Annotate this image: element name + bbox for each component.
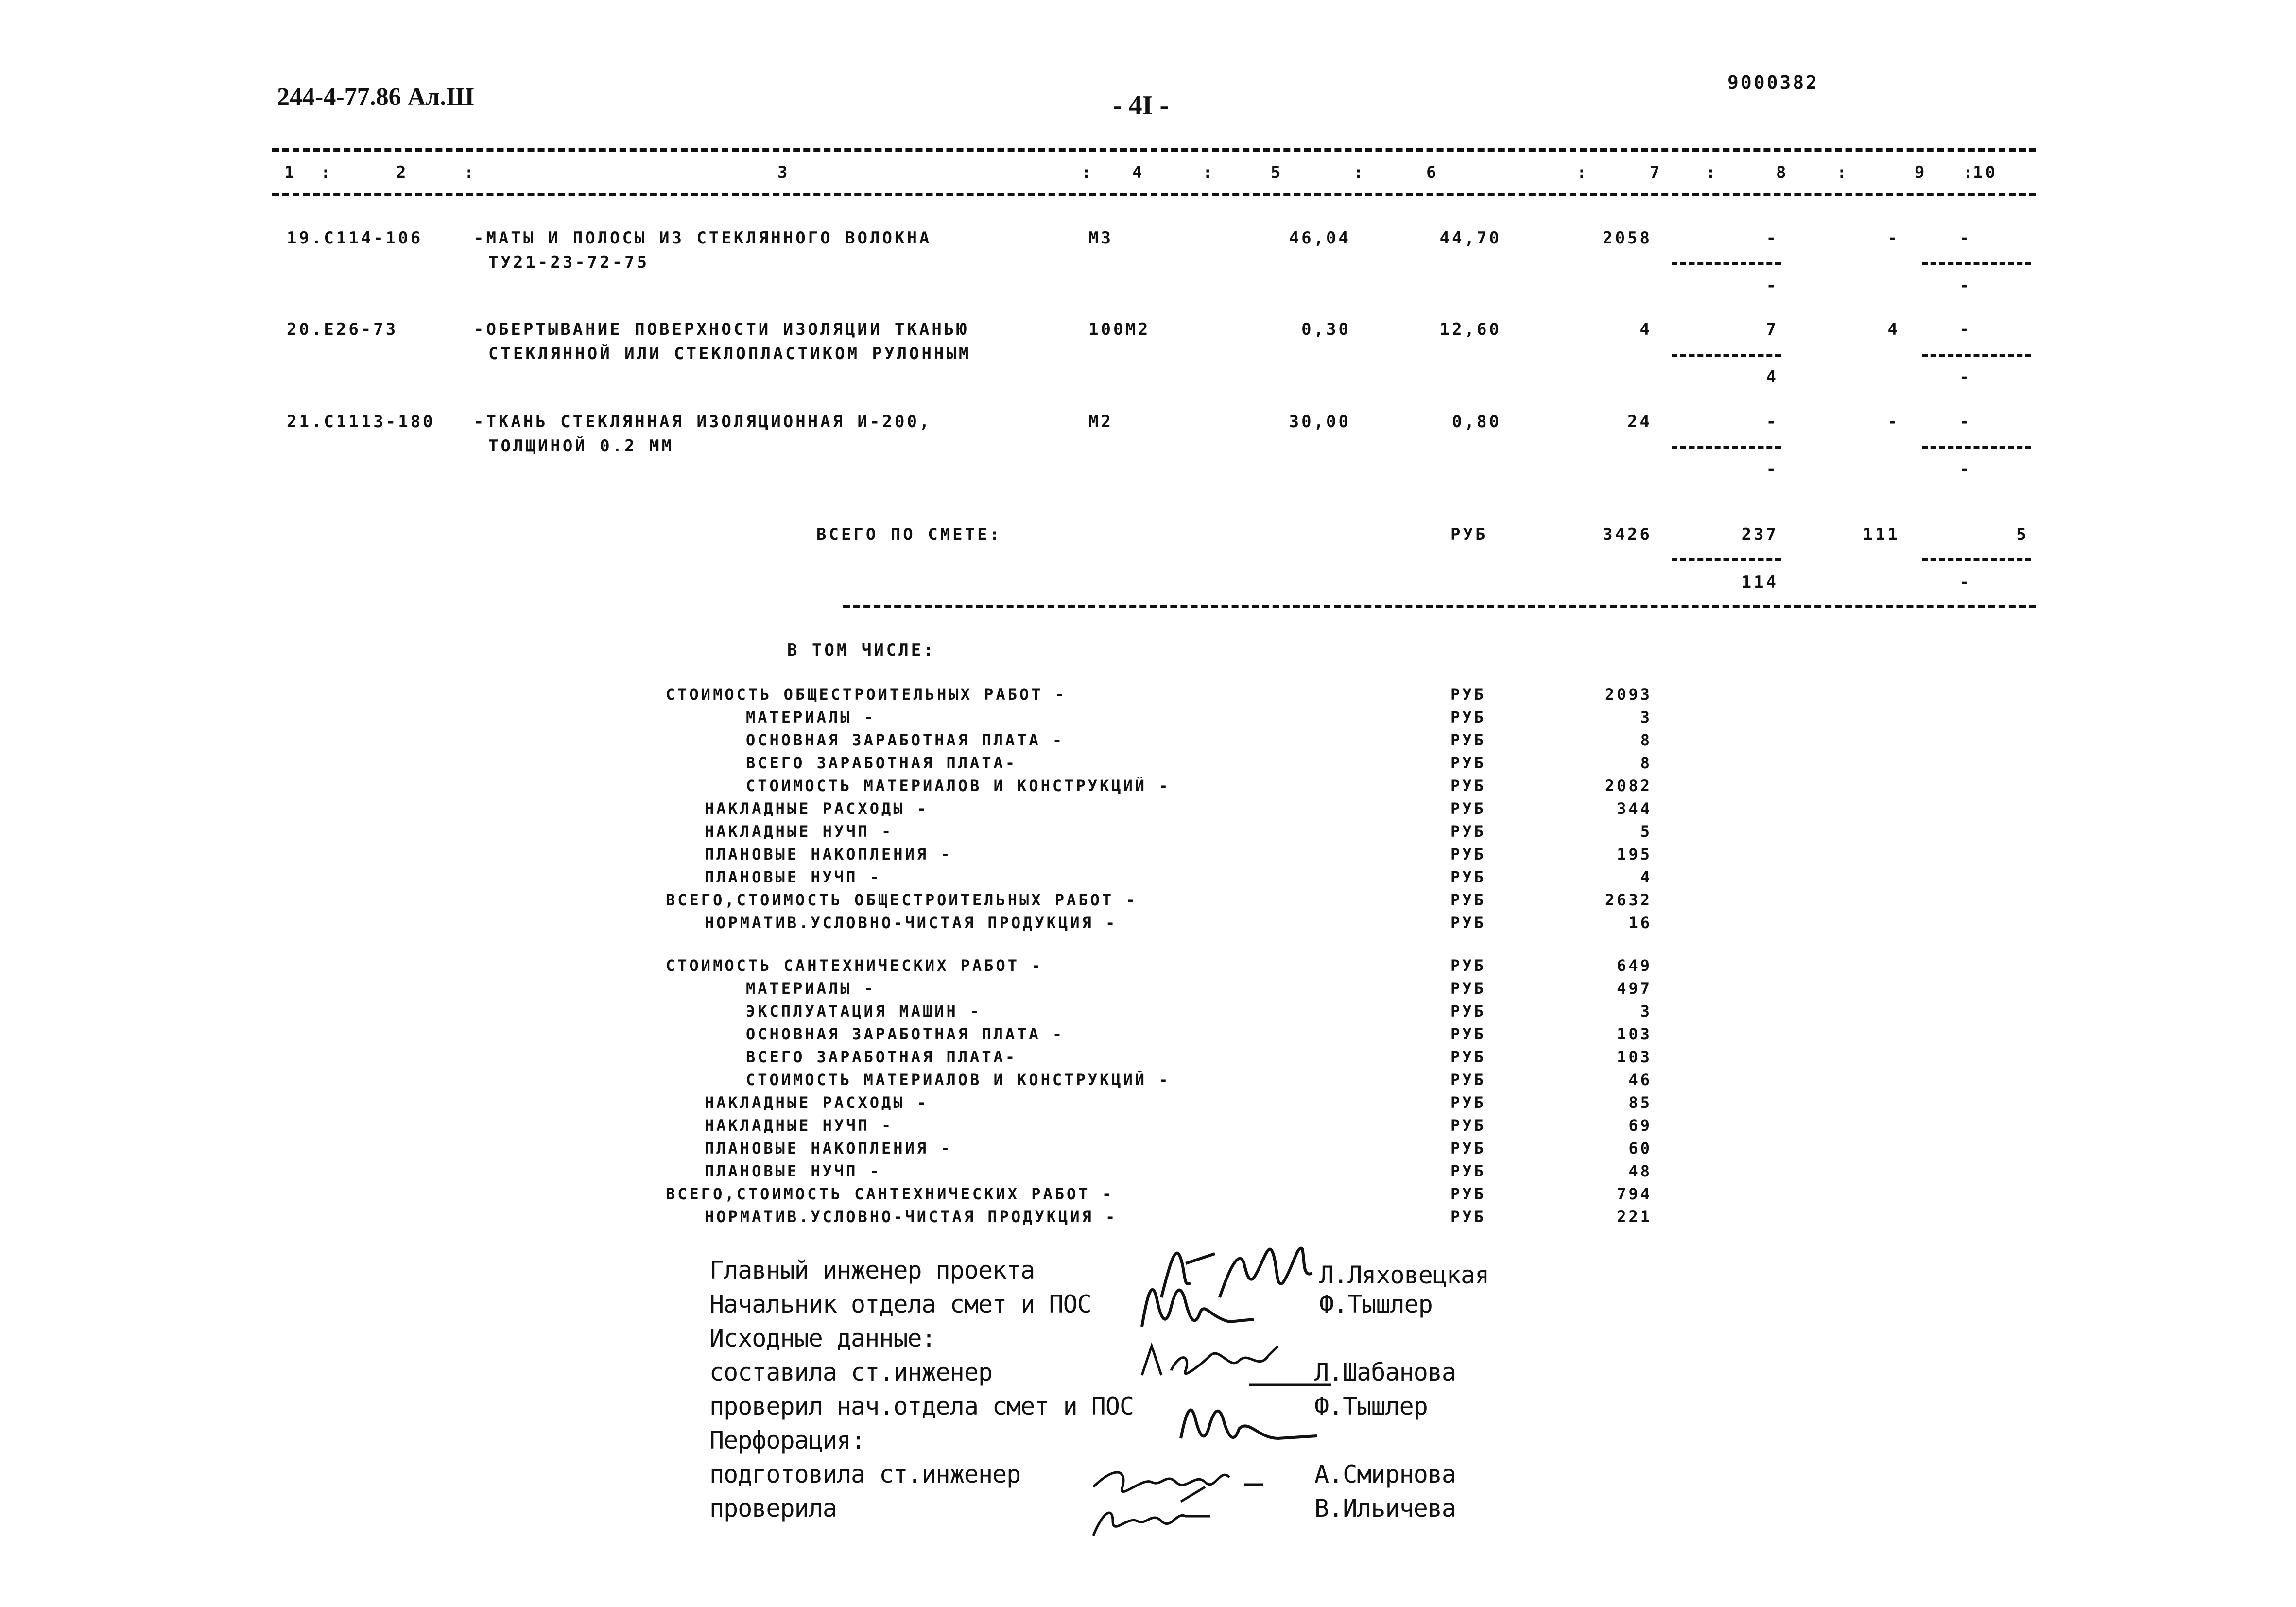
signature-name: В.Ильичева (1314, 1494, 1456, 1522)
breakdown-unit: РУБ (1450, 822, 1486, 841)
breakdown-unit: РУБ (1450, 1002, 1486, 1020)
breakdown-label: ПЛАНОВЫЕ НУЧП - (705, 868, 881, 886)
breakdown-label: ЭКСПЛУАТАЦИЯ МАШИН - (746, 1002, 982, 1020)
row-quantity: 30,00 (1289, 412, 1351, 432)
breakdown-value: 221 (1617, 1208, 1652, 1226)
signature-name: Ф.Тышлер (1319, 1290, 1433, 1318)
column-number-8: 8 (1776, 163, 1789, 182)
breakdown-unit: РУБ (1450, 914, 1486, 932)
breakdown-value: 344 (1617, 799, 1652, 818)
grand-total-col8-top: 237 (1741, 525, 1778, 544)
breakdown-value: 8 (1640, 731, 1652, 749)
breakdown-label: НАКЛАДНЫЕ НУЧП - (705, 1116, 894, 1135)
row-col10-top: - (1959, 320, 1972, 339)
breakdown-label: ВСЕГО ЗАРАБОТНАЯ ПЛАТА- (746, 1048, 1018, 1066)
signature-role: подготовила ст.инженер (709, 1460, 1021, 1488)
breakdown-unit: РУБ (1450, 1048, 1486, 1066)
signature-name: Л.Шабанова (1314, 1358, 1456, 1386)
breakdown-unit: РУБ (1450, 1071, 1486, 1089)
breakdown-unit: РУБ (1450, 1208, 1486, 1226)
breakdown-label: НАКЛАДНЫЕ НУЧП - (705, 822, 894, 841)
breakdown-value: 794 (1617, 1185, 1652, 1203)
row-total: 24 (1627, 412, 1652, 432)
breakdown-unit: РУБ (1450, 979, 1486, 998)
table-header-rule (272, 193, 2036, 196)
page-number: - 4I - (1113, 90, 1169, 121)
row-unit: 100М2 (1088, 320, 1151, 339)
row-name-line2: ТУ21-23-72-75 (488, 253, 650, 272)
row-price: 0,80 (1452, 412, 1502, 432)
breakdown-unit: РУБ (1450, 891, 1486, 909)
row-col10-bottom: - (1959, 276, 1972, 295)
column-number-3: 3 (777, 163, 790, 182)
grand-total-col9: 111 (1863, 525, 1900, 544)
row-col8-top: 7 (1766, 320, 1778, 339)
row-code: 19.С114-106 (287, 228, 423, 248)
breakdown-unit: РУБ (1450, 777, 1486, 795)
breakdown-value: 4 (1640, 868, 1652, 886)
breakdown-label: ВСЕГО,СТОИМОСТЬ ОБЩЕСТРОИТЕЛЬНЫХ РАБОТ - (666, 891, 1138, 909)
column-separator: : (1706, 163, 1718, 182)
row-name-line1: -МАТЫ И ПОЛОСЫ ИЗ СТЕКЛЯННОГО ВОЛОКНА (474, 228, 932, 248)
breakdown-unit: РУБ (1450, 1093, 1486, 1112)
breakdown-value: 8 (1640, 754, 1652, 772)
breakdown-label: ОСНОВНАЯ ЗАРАБОТНАЯ ПЛАТА - (746, 731, 1065, 749)
breakdown-value: 46 (1628, 1071, 1652, 1089)
breakdown-value: 497 (1617, 979, 1652, 998)
breakdown-unit: РУБ (1450, 956, 1486, 975)
column-number-4: 4 (1132, 163, 1145, 182)
breakdown-label: НАКЛАДНЫЕ РАСХОДЫ - (705, 1093, 929, 1112)
breakdown-value: 2082 (1605, 777, 1652, 795)
column-separator: : (1203, 163, 1215, 182)
signature-role: Главный инженер проекта (709, 1256, 1035, 1284)
column-separator: : (1081, 163, 1094, 182)
column-number-9: 9 (1915, 163, 1927, 182)
signature-name: Л.Ляховецкая (1319, 1261, 1489, 1289)
row-col8-top: - (1766, 228, 1778, 248)
row-name-line1: -ТКАНЬ СТЕКЛЯННАЯ ИЗОЛЯЦИОННАЯ И-200, (474, 412, 932, 432)
breakdown-value: 103 (1617, 1048, 1652, 1066)
row-price: 12,60 (1439, 320, 1502, 339)
row-col8-rule (1672, 262, 1781, 265)
breakdown-value: 3 (1640, 1002, 1652, 1020)
breakdown-label: НОРМАТИВ.УСЛОВНО-ЧИСТАЯ ПРОДУКЦИЯ - (705, 914, 1118, 932)
row-col10-rule (1922, 262, 2031, 265)
column-number-7: 7 (1650, 163, 1662, 182)
breakdown-unit: РУБ (1450, 731, 1486, 749)
grand-total-label: ВСЕГО ПО СМЕТЕ: (816, 525, 1002, 544)
row-name-line1: -ОБЕРТЫВАНИЕ ПОВЕРХНОСТИ ИЗОЛЯЦИИ ТКАНЬЮ (474, 320, 969, 339)
column-number-10: 10 (1973, 163, 1998, 182)
breakdown-value: 60 (1628, 1139, 1652, 1158)
document-number: 9000382 (1727, 72, 1819, 93)
row-col8-bottom: - (1766, 276, 1778, 295)
column-separator: : (1577, 163, 1589, 182)
breakdown-label: СТОИМОСТЬ ОБЩЕСТРОИТЕЛЬНЫХ РАБОТ - (666, 685, 1067, 704)
breakdown-unit: РУБ (1450, 868, 1486, 886)
row-col10-top: - (1959, 228, 1972, 248)
signature-role: проверил нач.отдела смет и ПОС (709, 1392, 1134, 1420)
row-code: 21.С1113-180 (287, 412, 435, 432)
signature-role: Исходные данные: (709, 1324, 936, 1352)
signature-shabanova (1132, 1327, 1336, 1395)
breakdown-unit: РУБ (1450, 1185, 1486, 1203)
breakdown-label: ВСЕГО,СТОИМОСТЬ САНТЕХНИЧЕСКИХ РАБОТ - (666, 1185, 1114, 1203)
grand-total-col8-rule (1672, 558, 1781, 561)
row-unit: М3 (1088, 228, 1113, 248)
grand-total-unit: РУБ (1450, 525, 1488, 544)
breakdown-unit: РУБ (1450, 1116, 1486, 1135)
breakdown-value: 195 (1617, 845, 1652, 864)
grand-total-col8-bottom: 114 (1741, 572, 1778, 592)
column-separator: : (464, 163, 477, 182)
breakdown-unit: РУБ (1450, 799, 1486, 818)
breakdown-unit: РУБ (1450, 754, 1486, 772)
breakdown-label: НОРМАТИВ.УСЛОВНО-ЧИСТАЯ ПРОДУКЦИЯ - (705, 1208, 1118, 1226)
column-separator: : (1963, 163, 1976, 182)
column-number-5: 5 (1271, 163, 1283, 182)
grand-total-col10-top: 5 (2016, 525, 2029, 544)
row-col9: 4 (1887, 320, 1900, 339)
row-col9: - (1887, 412, 1900, 432)
row-col8-bottom: - (1766, 460, 1778, 479)
column-number-1: 1 (284, 163, 297, 182)
breakdown-label: СТОИМОСТЬ САНТЕХНИЧЕСКИХ РАБОТ - (666, 956, 1043, 975)
row-col10-rule (1922, 446, 2031, 449)
breakdown-value: 16 (1628, 914, 1652, 932)
breakdown-value: 2093 (1605, 685, 1652, 704)
row-quantity: 0,30 (1301, 320, 1351, 339)
grand-total-col10-bottom: - (1959, 572, 1972, 592)
breakdown-value: 48 (1628, 1162, 1652, 1180)
breakdown-label: СТОИМОСТЬ МАТЕРИАЛОВ И КОНСТРУКЦИЙ - (746, 777, 1171, 795)
breakdown-unit: РУБ (1450, 1162, 1486, 1180)
breakdown-unit: РУБ (1450, 708, 1486, 726)
row-code: 20.Е26-73 (287, 320, 398, 339)
signature-tyshler-2 (1171, 1390, 1327, 1448)
table-top-rule (272, 148, 2036, 152)
document-code: 244-4-77.86 Ал.Ш (277, 83, 474, 111)
breakdown-value: 103 (1617, 1025, 1652, 1043)
row-col10-top: - (1959, 412, 1972, 432)
row-col10-rule (1922, 354, 2031, 357)
breakdown-label: МАТЕРИАЛЫ - (746, 708, 876, 726)
column-separator: : (321, 163, 333, 182)
row-total: 2058 (1603, 228, 1652, 248)
row-col8-top: - (1766, 412, 1778, 432)
column-number-6: 6 (1426, 163, 1439, 182)
row-name-line2: ТОЛЩИНОЙ 0.2 ММ (488, 436, 674, 456)
signature-name: Ф.Тышлер (1314, 1392, 1428, 1420)
grand-total-amount: 3426 (1603, 525, 1652, 544)
breakdown-label: СТОИМОСТЬ МАТЕРИАЛОВ И КОНСТРУКЦИЙ - (746, 1071, 1171, 1089)
grand-total-bottom-rule (843, 605, 2036, 608)
row-quantity: 46,04 (1289, 228, 1351, 248)
row-col8-bottom: 4 (1766, 367, 1778, 387)
signature-role: Перфорация: (709, 1426, 865, 1454)
column-separator: : (1353, 163, 1366, 182)
signature-role: составила ст.инженер (709, 1358, 993, 1386)
column-separator: : (1837, 163, 1849, 182)
breakdown-label: МАТЕРИАЛЫ - (746, 979, 876, 998)
breakdown-label: ОСНОВНАЯ ЗАРАБОТНАЯ ПЛАТА - (746, 1025, 1065, 1043)
row-col10-bottom: - (1959, 460, 1972, 479)
breakdown-unit: РУБ (1450, 685, 1486, 704)
breakdown-value: 5 (1640, 822, 1652, 841)
breakdown-unit: РУБ (1450, 845, 1486, 864)
breakdown-label: ПЛАНОВЫЕ НУЧП - (705, 1162, 881, 1180)
breakdown-value: 69 (1628, 1116, 1652, 1135)
breakdown-value: 85 (1628, 1093, 1652, 1112)
row-col8-rule (1672, 446, 1781, 449)
signature-ilyicheva (1084, 1497, 1229, 1545)
row-price: 44,70 (1439, 228, 1502, 248)
row-col9: - (1887, 228, 1900, 248)
breakdown-unit: РУБ (1450, 1025, 1486, 1043)
row-col8-rule (1672, 354, 1781, 357)
breakdown-value: 2632 (1605, 891, 1652, 909)
row-name-line2: СТЕКЛЯННОЙ ИЛИ СТЕКЛОПЛАСТИКОМ РУЛОННЫМ (488, 344, 971, 363)
row-total: 4 (1640, 320, 1652, 339)
row-unit: М2 (1088, 412, 1113, 432)
signature-tyshler-1 (1132, 1268, 1259, 1336)
row-col10-bottom: - (1959, 367, 1972, 387)
breakdown-heading: В ТОМ ЧИСЛЕ: (787, 640, 936, 660)
breakdown-label: ПЛАНОВЫЕ НАКОПЛЕНИЯ - (705, 1139, 952, 1158)
signature-role: Начальник отдела смет и ПОС (709, 1290, 1091, 1318)
grand-total-col10-rule (1922, 558, 2031, 561)
signature-role: проверила (709, 1494, 837, 1522)
breakdown-label: ПЛАНОВЫЕ НАКОПЛЕНИЯ - (705, 845, 952, 864)
breakdown-unit: РУБ (1450, 1139, 1486, 1158)
breakdown-label: ВСЕГО ЗАРАБОТНАЯ ПЛАТА- (746, 754, 1018, 772)
column-number-2: 2 (396, 163, 409, 182)
signature-name: А.Смирнова (1314, 1460, 1456, 1488)
breakdown-value: 649 (1617, 956, 1652, 975)
breakdown-label: НАКЛАДНЫЕ РАСХОДЫ - (705, 799, 929, 818)
breakdown-value: 3 (1640, 708, 1652, 726)
